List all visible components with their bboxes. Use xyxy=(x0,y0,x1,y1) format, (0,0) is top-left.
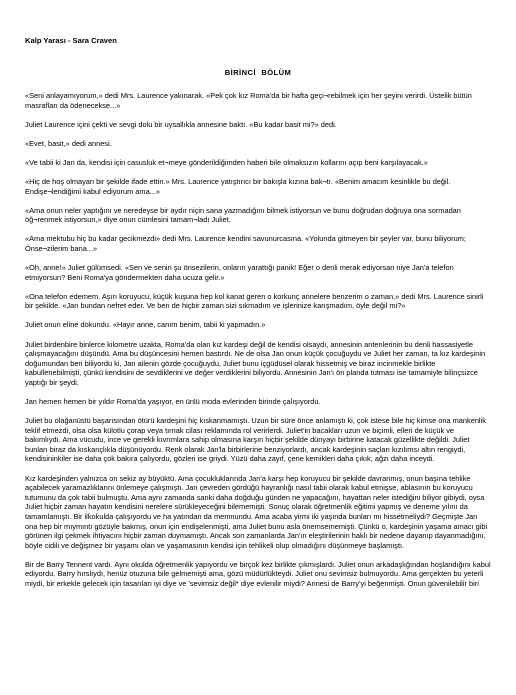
paragraph: «Seni anlayamıyorum,» dedi Mrs. Laurence yakınarak. «Pek çok kız Roma'da bir hafta geçi¬rebilmek için her şeyini verirdi. Üstelik bütün masrafları da ödenecekse...» xyxy=(25,91,472,110)
paragraph: Jan hemen hemen bir yıldır Roma'da yaşıyor, en ünlü moda evlerinden birinde çalışıyordu. xyxy=(25,396,321,406)
paragraph: «Hiç de hoş olmayan bir şekilde ifade ettin.» Mrs. Laurence yatıştırıcı bir bakışla kızına bak¬tı. «Benim amacım kesinlikle bu değil. Endişe¬lendiğimi kabul ediyorum ama...» xyxy=(25,176,451,196)
paragraph: Juliet onun eline dokundu. «Hayır anne, canım benim, tabii ki yapmadın.» xyxy=(25,320,266,330)
paragraph: Juliet bu olağanüstü başarısından ötürü kardeşini hiç kıskanmamıştı. Uzun bir süre önce anlamıştı ki, çok istese bile hiç kimse ona mankenlik teklif etmezdi, olsa olsa külotlu çorap veya tırnak cilası reklamında rol verirlerdi. Juliet'in bacakları uzun ve biçimli, elleri de küçük ve bakımlıydı. Ama vücudu, ince ve gerekli kıvrımlara sahip olmasına karşın hiçbir şekilde dünyayı birbirine katacak güzellikte değildi. Juliet bunları biraz da kıskançlıkla düşünüyordu. Renk olarak Jan'la birbirlerine benziyorlardı, ancak kardeşinin saçları kızılımsı altın rengiydi, kendisininkiler ise daha çok bakıra çalıyordu, gözleri ise griydi. Yüzü daha zayıf, çene kemikleri daha çıkık, ağzı daha inceydi. xyxy=(25,416,486,464)
paragraph: Kız kardeşinden yalnızca on sekiz ay büyüktü. Ama çocukluklarında Jan'a karşı hep koruyucu bir şekilde davranmış, onun başına tehlike açabilecek yaramazlıklarını önlemeye çalışmıştı. Jan çevreden gördüğü hayranlığı nasıl tabii olarak kabul etmişse, ablasının bu koruyucu tutumunu da çok tabii bulmuştu. Ama aynı zamanda sanki daha doğduğu günden ne yapacağını, hayattan neler istediğini biliyor gibiydi, oysa Juliet hiçbir zaman hayatın kendisini nerelere sürükleyeceğini bilememişti. Sonuç olarak öğretmenlik eğitimi yapmış ve deneme yılını da tamamlamıştı. Bir ilkokulda çalışıyordu ve ha yatından da memnundu. Ama acaba yirmi iki yaşında bunları mı hissetmeliydi? Geçmişte Jan ona hep bir mıymıntı gözüyle bakmış, onun için endişelenmişti, ama Juliet bunu asla önemsememişti. Çünkü o, kardeşinin yaşama amacı gibi görünen ilgi çekmek ihtiyacını hiçbir zaman duymamıştı. Ancak son zamanlarda Jan'ın eleştirilerinin haklı bir nedene dayanıp dayanmadığını, böyle cidili ve değişmez bir yaşamı olan ve yaşamasının kendisi için tehlikeli olup olmadığını düşünmeye başlamıştı. xyxy=(25,473,488,550)
paragraph: «Evet, basit,» dedi annesi. xyxy=(25,138,112,148)
paragraph: «Oh, anne!» Juliet gülümsedi. «Sen ve senin şu önsezilerin, onların yarattığı panik! Eğer o denli merak ediyorsan niye Jan'a telefon etmiyorsun? Beni Roma'ya göndermekten daha ucuza gelir.» xyxy=(25,263,454,282)
paragraph: «Ama mektubu hiç bu kadar gecikmezdi» dedi Mrs. Laurence kendini savunurcasına. «Yolunda gitmeyen bir şeyler var, bunu biliyorum; Önse¬zilerim bana...» xyxy=(25,234,466,253)
paragraph: «Ona telefon edemem. Aşırı koruyucu, küçük kuşuna hep kol kanat geren o korkunç annelere benzerim o zaman,» dedi Mrs. Laurence sinirli bir şekilde. «Jan bundan nefret eder. Ve ben de hiçbir zaman sizi sıkmadım ve işlerinize karışmadım, öyle değil mi?» xyxy=(25,291,484,311)
paragraph: Juliet birdenbire binlerce kilometre uzakta, Roma'da olan kız kardeşi değil de kendisi olsaydı, annesinin antenlerinin bu denli hassasiyetle çalışmayacağını düşündü. Ama bu düşüncesini hemen bastırdı. Ne de olsa Jan onun küçük çocuğuydu ve Juliet her zaman, ta kız kardeşinin doğumundan beri biliyordu ki, Jan ailenin gözde çocuğuydu, Juliet bunu içgüdüsel olarak hissetmiş ve biraz incinmekle birlikte kabullenebilmişti, çünkü kendisini de sevdiklerini ve değer verdiklerini biliyordu. Annesinin Jan'ı ön planda tutması ise tamamiyle bilinçsizce yaptığı bir şeydi. xyxy=(25,339,486,387)
chapter-heading: BİRİNCİ BÖLÜM xyxy=(224,68,292,77)
paragraph: «Ama onun neler yaptığını ve neredeyse bir aydır niçin sana yazmadığını bilmek istiyorsun ve bunu doğrudan doğruya ona sormadan öğ¬renmek istiyorsun,» diye onun cümlesini tamam¬ladı Juliet. xyxy=(25,205,461,225)
book-title: Kalp Yarası - Sara Craven xyxy=(25,36,117,45)
paragraph: Juliet Laurence içini çekti ve sevgi dolu bir uysallıkla annesine baktı. «Bu kadar basit mi?» dedi. xyxy=(25,119,337,129)
paragraph: «Ve tabii ki Jan da, kendisi için casusluk et¬meye gönderildiğimden haberi bile olmaksızın kollarını açıp beni karşılayacak.» xyxy=(25,157,428,167)
paragraph: Bir de Barry Tennent vardı. Aynı okulda öğretmenlik yapıyordu ve birçok kez birlikte çıkmışlardı. Juliet onun arkadaşlığından hoşlandığını kabul ediyordu. Barry hırslıydı, henüz otuzuna bile gelmemişti ama, gözü müdürlükteydi. Juliet onu sevimsiz bulmuyordu. Ama gerçekten bu yeterli miydi, bir erkekle gelecek için tasarıları iyi diye ve 'sevimsiz değil* diye evlenilir miydi? Annesi de Barry'yi beğenmişti. Onun güvenilebilir biri xyxy=(25,559,491,588)
